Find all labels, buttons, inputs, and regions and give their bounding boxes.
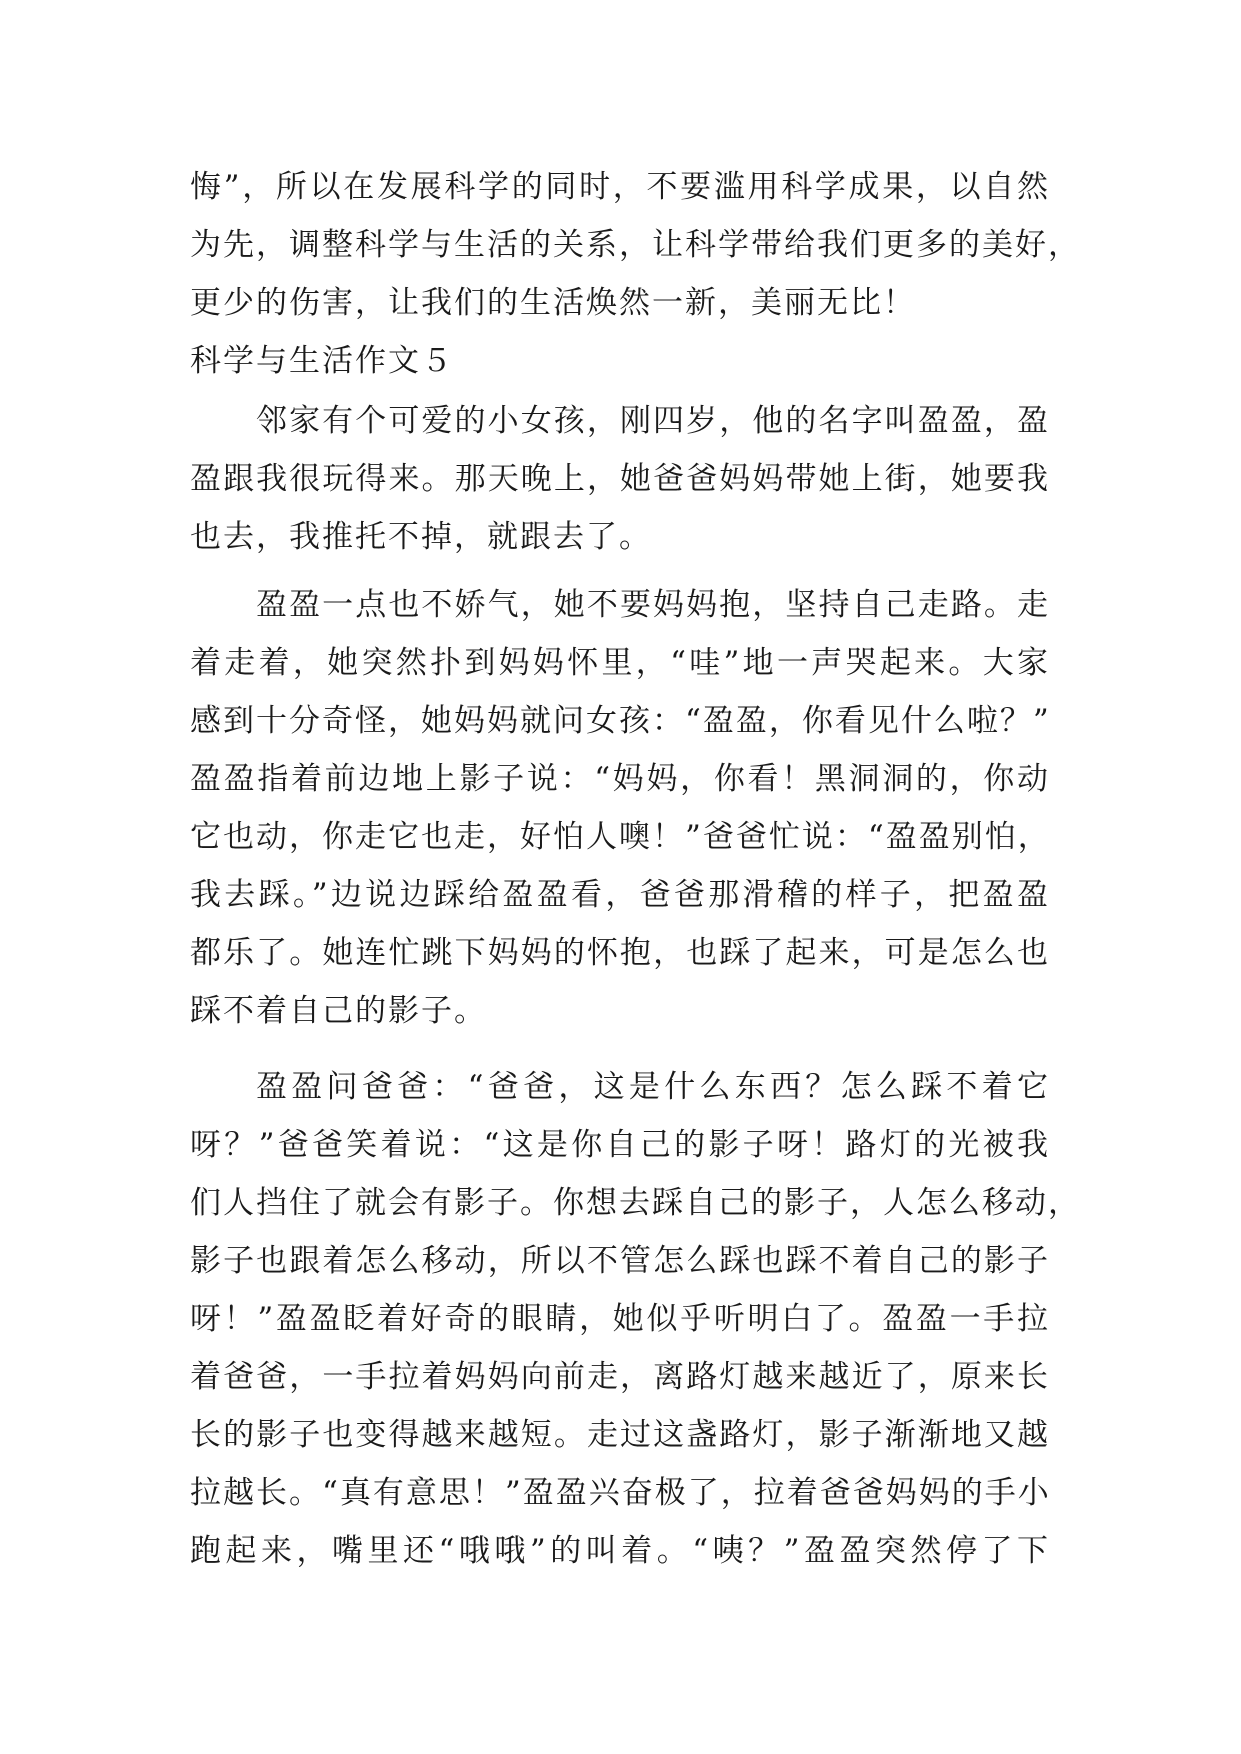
text-line: 感到十分奇怪，她妈妈就问女孩：“盈盈，你看见什么啦？” [190,703,1051,739]
text-line: 们人挡住了就会有影子。你想去踩自己的影子，人怎么移动， [190,1185,1081,1221]
text-line: 也去，我推托不掉，就跟去了。 [190,519,652,555]
text-line: 邻家有个可爱的小女孩，刚四岁，他的名字叫盈盈，盈 [256,403,1050,439]
paragraph-intro [190,158,1081,332]
document-page [190,158,1081,1580]
text-line: 呀？”爸爸笑着说：“这是你自己的影子呀！路灯的光被我 [190,1127,1050,1163]
paragraph-1 [190,392,1050,566]
text-line: 影子也跟着怎么移动，所以不管怎么踩也踩不着自己的影子 [190,1243,1050,1279]
text-line: 呀！”盈盈眨着好奇的眼睛，她似乎听明白了。盈盈一手拉 [190,1301,1050,1337]
text-line: 踩不着自己的影子。 [190,993,487,1029]
text-line: 跑起来，嘴里还“哦哦”的叫着。“咦？”盈盈突然停了下 [190,1533,1050,1569]
text-line: 着走着，她突然扑到妈妈怀里，“哇”地一声哭起来。大家 [190,645,1050,681]
text-line: 我去踩。”边说边踩给盈盈看，爸爸那滑稽的样子，把盈盈 [190,877,1050,913]
text-line: 悔”，所以在发展科学的同时，不要滥用科学成果，以自然 [190,169,1050,205]
section-heading: 科学与生活作文５ [190,343,454,379]
paragraph-3 [190,1058,1081,1580]
text-line: 盈盈问爸爸：“爸爸，这是什么东西？怎么踩不着它 [256,1069,1050,1105]
paragraph-2 [190,576,1050,1040]
text-line: 长的影子也变得越来越短。走过这盏路灯，影子渐渐地又越 [190,1417,1050,1453]
text-line: 更少的伤害，让我们的生活焕然一新，美丽无比！ [190,285,916,321]
text-line: 盈盈指着前边地上影子说：“妈妈，你看！黑洞洞的，你动 [190,761,1050,797]
text-line: 拉越长。“真有意思！”盈盈兴奋极了，拉着爸爸妈妈的手小 [190,1475,1051,1511]
text-line: 都乐了。她连忙跳下妈妈的怀抱，也踩了起来，可是怎么也 [190,935,1050,971]
text-line: 着爸爸，一手拉着妈妈向前走，离路灯越来越近了，原来长 [190,1359,1050,1395]
text-line: 为先，调整科学与生活的关系，让科学带给我们更多的美好， [190,227,1081,263]
text-line: 盈盈一点也不娇气，她不要妈妈抱，坚持自己走路。走 [256,587,1050,623]
text-line: 盈跟我很玩得来。那天晚上，她爸爸妈妈带她上街，她要我 [190,461,1050,497]
text-line: 它也动，你走它也走，好怕人噢！”爸爸忙说：“盈盈别怕， [190,819,1051,855]
